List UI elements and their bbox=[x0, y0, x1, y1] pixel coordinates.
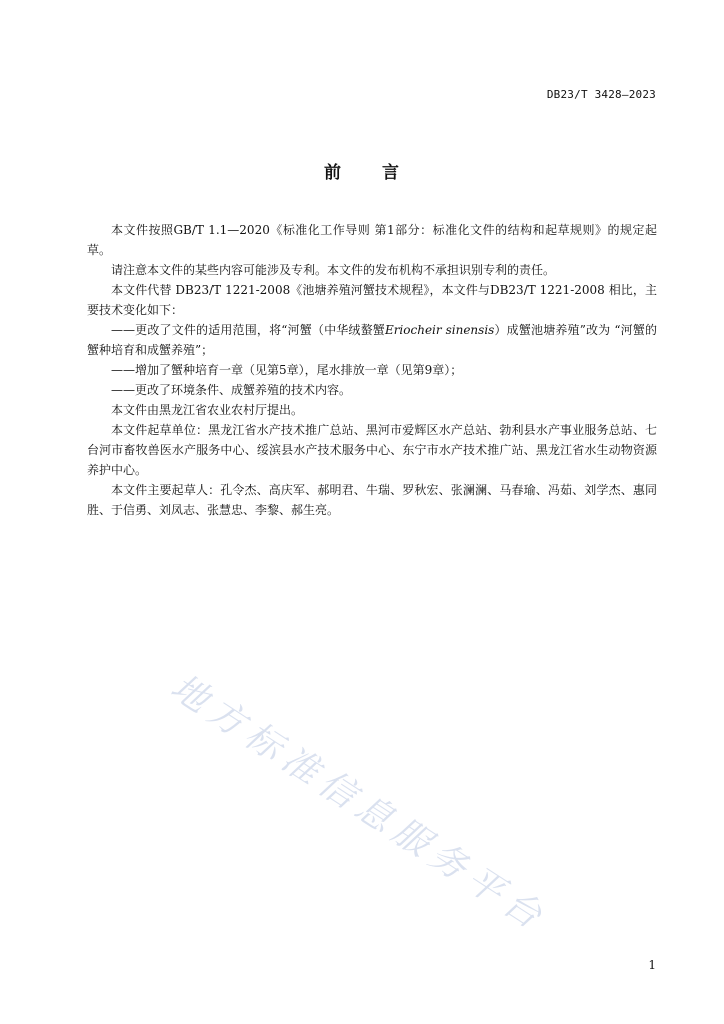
title-char-2: 言 bbox=[382, 163, 400, 183]
paragraph-patent-notice: 请注意本文件的某些内容可能涉及专利。本文件的发布机构不承担识别专利的责任。 bbox=[111, 263, 556, 277]
change-scope-text-after: ）成蟹池塘养殖”改为 “河蟹的蟹种培育和成蟹养殖”； bbox=[87, 323, 657, 357]
foreword-body bbox=[87, 220, 657, 520]
page-number: 1 bbox=[648, 958, 656, 972]
paragraph-change-added-chapters: ——增加了蟹种培育一章（见第5章），尾水排放一章（见第9章）； bbox=[111, 363, 463, 377]
paragraph-replacement: 本文件代替 DB23/T 1221-2008《池塘养殖河蟹技术规程》，本文件与DB23/T 1221-2008 相比，主要技术变化如下： bbox=[87, 283, 657, 317]
paragraph-drafters: 本文件主要起草人：孔令杰、高庆军、郝明君、牛瑞、罗秋宏、张澜澜、马春瑜、冯茹、刘学杰、惠同胜、于信勇、刘凤志、张慧忠、李黎、郝生亮。 bbox=[87, 483, 657, 517]
page-title bbox=[0, 158, 724, 183]
title-char-1: 前 bbox=[324, 163, 342, 183]
paragraph-standard-basis: 本文件按照GB/T 1.1—2020《标准化工作导则 第1部分：标准化文件的结构和起草规则》的规定起草。 bbox=[87, 223, 657, 257]
paragraph-change-technical: ——更改了环境条件、成蟹养殖的技术内容。 bbox=[111, 383, 352, 397]
species-latin-name: Eriocheir sinensis bbox=[384, 323, 495, 337]
document-code: DB23/T 3428—2023 bbox=[546, 88, 656, 101]
watermark: 地方标准信息服务平台 bbox=[163, 666, 555, 941]
paragraph-change-scope bbox=[87, 320, 657, 360]
change-scope-text-before: ——更改了文件的适用范围，将“河蟹（中华绒螯蟹 bbox=[111, 323, 385, 337]
paragraph-drafting-units: 本文件起草单位：黑龙江省水产技术推广总站、黑河市爱辉区水产总站、勃利县水产事业服务总站、七台河市畜牧兽医水产服务中心、绥滨县水产技术服务中心、东宁市水产技术推广站、黑龙江省水生动物资源养护中心。 bbox=[87, 423, 657, 477]
paragraph-proposer: 本文件由黑龙江省农业农村厅提出。 bbox=[111, 403, 304, 417]
